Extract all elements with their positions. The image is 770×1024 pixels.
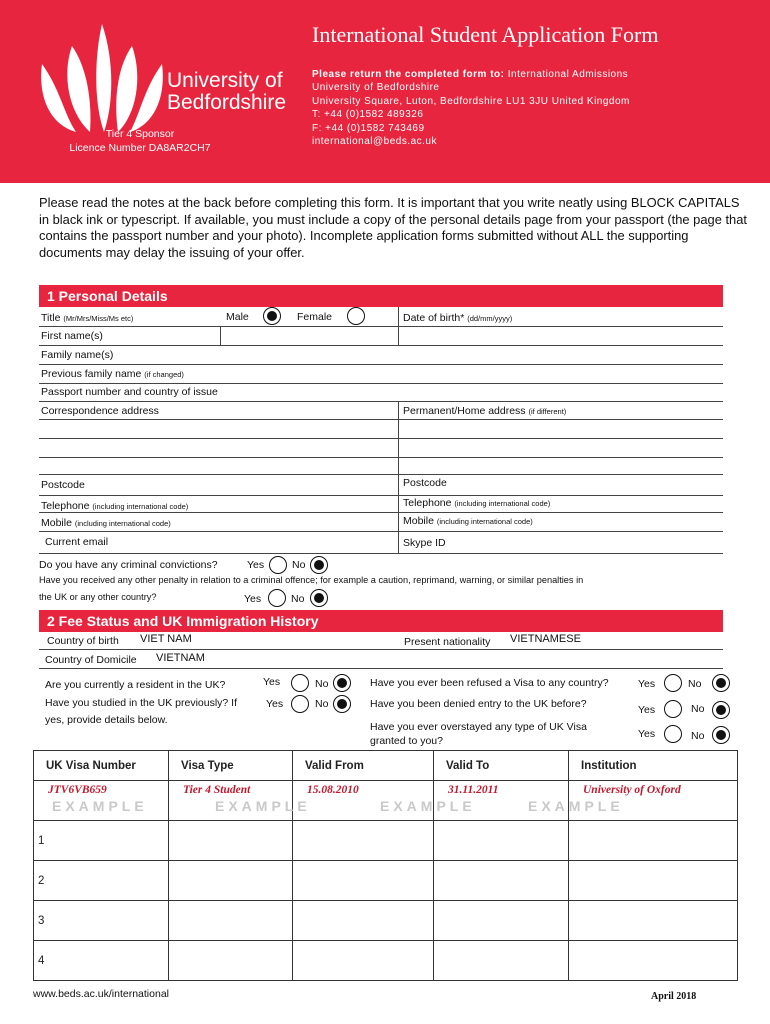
first-names-label: First name(s): [41, 330, 103, 342]
resident-no-label: No: [315, 678, 329, 690]
example-institution: University of Oxford: [569, 781, 738, 821]
denied-yes-label: Yes: [638, 704, 656, 716]
female-label: Female: [297, 311, 333, 323]
footer-url[interactable]: www.beds.ac.uk/international: [33, 988, 169, 1000]
table-cell[interactable]: [293, 861, 434, 901]
column-header: Valid To: [434, 751, 569, 781]
example-valid-to: 31.11.2011: [434, 781, 569, 821]
female-radio[interactable]: [347, 307, 365, 325]
penalty-no-radio[interactable]: [310, 589, 328, 607]
studied-no-radio[interactable]: [333, 695, 351, 713]
visa-history-table: [33, 750, 738, 981]
refused-yes-label: Yes: [638, 678, 656, 690]
table-cell[interactable]: [169, 861, 293, 901]
current-email-label: Current email: [45, 536, 109, 548]
column-header: Valid From: [293, 751, 434, 781]
contact-line: University Square, Luton, Bedfordshire LU1 3JU United Kingdom: [312, 95, 630, 107]
licence-number: Licence Number DA8AR2CH7: [69, 142, 211, 154]
example-watermark: EXAMPLE: [215, 798, 311, 814]
denied-no-radio[interactable]: [712, 701, 730, 719]
convictions-question: Do you have any criminal convictions?: [39, 559, 218, 571]
contact-fax: F: +44 (0)1582 743469: [312, 122, 425, 134]
table-row[interactable]: [34, 901, 738, 941]
previous-family-label: Previous family name (if changed): [41, 368, 184, 380]
studied-question-line-2: yes, provide details below.: [45, 714, 168, 726]
overstayed-question-line-1: Have you ever overstayed any type of UK Visa: [370, 721, 587, 733]
divider: [39, 512, 723, 513]
sponsor-info: [40, 127, 240, 155]
denied-yes-radio[interactable]: [664, 700, 682, 718]
domicile-value[interactable]: VIETNAM: [156, 652, 205, 664]
overstayed-question-line-2: granted to you?: [370, 735, 443, 747]
row-number: 2: [34, 861, 169, 901]
contact-block: [312, 68, 630, 148]
convictions-no-radio[interactable]: [310, 556, 328, 574]
penalty-question-line-2: the UK or any other country?: [39, 592, 157, 602]
permanent-label: Permanent/Home address (if different): [403, 405, 567, 417]
studied-yes-label: Yes: [266, 698, 284, 710]
divider: [39, 649, 723, 650]
footer-date: April 2018: [651, 991, 697, 1002]
family-names-label: Family name(s): [41, 349, 114, 361]
divider: [39, 668, 723, 669]
divider: [39, 419, 723, 420]
domicile-label: Country of Domicile: [45, 654, 137, 666]
divider: [398, 326, 399, 345]
table-cell[interactable]: [169, 821, 293, 861]
table-cell[interactable]: [293, 901, 434, 941]
contact-label: Please return the completed form to:: [312, 69, 505, 80]
contact-line: International Admissions: [507, 69, 629, 80]
resident-question: Are you currently a resident in the UK?: [45, 679, 226, 691]
overstayed-no-radio[interactable]: [712, 726, 730, 744]
divider: [39, 401, 723, 402]
male-radio[interactable]: [263, 307, 281, 325]
divider: [39, 326, 723, 327]
logo-line-1: University of: [167, 69, 283, 92]
column-header: Visa Type: [169, 751, 293, 781]
title-label: Title (Mr/Mrs/Miss/Ms etc): [41, 312, 134, 324]
example-watermark: EXAMPLE: [380, 798, 476, 814]
table-row[interactable]: [34, 821, 738, 861]
correspondence-label: Correspondence address: [41, 405, 159, 417]
country-birth-value[interactable]: VIET NAM: [140, 633, 192, 645]
example-watermark: EXAMPLE: [528, 798, 624, 814]
university-logo-icon: [38, 24, 163, 139]
table-cell[interactable]: [434, 821, 569, 861]
divider: [39, 495, 723, 496]
example-visa-type: Tier 4 Student: [169, 781, 293, 821]
example-valid-from: 15.08.2010: [293, 781, 434, 821]
denied-no-label: No: [691, 703, 705, 715]
divider: [398, 307, 399, 327]
divider: [39, 345, 723, 346]
contact-phone: T: +44 (0)1582 489326: [312, 109, 424, 121]
refused-yes-radio[interactable]: [664, 674, 682, 692]
table-cell[interactable]: [434, 901, 569, 941]
table-row[interactable]: [34, 861, 738, 901]
table-cell[interactable]: [293, 821, 434, 861]
section-1-heading: 1 Personal Details: [39, 285, 723, 307]
denied-question: Have you been denied entry to the UK before?: [370, 698, 587, 710]
table-cell[interactable]: [569, 821, 738, 861]
sponsor-line: Tier 4 Sponsor: [105, 128, 175, 140]
skype-label: Skype ID: [403, 537, 446, 549]
row-number: 4: [34, 941, 169, 981]
passport-label: Passport number and country of issue: [41, 386, 218, 398]
nationality-value[interactable]: VIETNAMESE: [510, 633, 581, 645]
header-banner: [0, 0, 770, 183]
intro-text: Please read the notes at the back before completing this form. It is important that you write neatly using BLOCK CAPITALS in black ink or typescript. If available, you must include a copy of the personal details page from your passport (the page that contains the passport number and your photo). Incomplete application forms submitted without ALL the supporting documents may delay the issuing of your offer.: [39, 195, 747, 260]
table-cell[interactable]: [569, 941, 738, 981]
divider: [39, 438, 723, 439]
studied-no-label: No: [315, 698, 329, 710]
table-cell[interactable]: [569, 901, 738, 941]
male-label: Male: [226, 311, 249, 323]
overstayed-no-label: No: [691, 730, 705, 742]
form-title: International Student Application Form: [312, 22, 659, 47]
country-birth-label: Country of birth: [47, 635, 119, 647]
row-number: 1: [34, 821, 169, 861]
penalty-question-line-1: Have you received any other penalty in relation to a criminal offence; for example a caution, reprimand, warning, or similar penalties in: [39, 575, 584, 585]
resident-no-radio[interactable]: [333, 674, 351, 692]
resident-yes-label: Yes: [263, 676, 281, 688]
table-cell[interactable]: [293, 941, 434, 981]
example-watermark: EXAMPLE: [52, 798, 148, 814]
penalty-no-label: No: [291, 593, 305, 605]
refused-no-radio[interactable]: [712, 674, 730, 692]
logo-line-2: Bedfordshire: [167, 91, 287, 114]
postcode-right-label: Postcode: [403, 477, 447, 489]
contact-line: University of Bedfordshire: [312, 82, 440, 94]
contact-email: international@beds.ac.uk: [312, 136, 437, 148]
overstayed-yes-label: Yes: [638, 728, 656, 740]
postcode-left-label: Postcode: [41, 479, 85, 491]
divider: [39, 531, 723, 532]
column-header: Institution: [569, 751, 738, 781]
overstayed-yes-radio[interactable]: [664, 725, 682, 743]
divider: [39, 457, 723, 458]
studied-yes-radio[interactable]: [291, 695, 309, 713]
table-cell[interactable]: [169, 901, 293, 941]
university-name: [167, 70, 286, 114]
section-2-heading: 2 Fee Status and UK Immigration History: [39, 610, 723, 632]
refused-no-label: No: [688, 678, 702, 690]
table-cell[interactable]: [169, 941, 293, 981]
convictions-yes-radio[interactable]: [269, 556, 287, 574]
example-visa-number: JTV6VB659: [34, 781, 169, 821]
table-cell[interactable]: [569, 861, 738, 901]
row-number: 3: [34, 901, 169, 941]
convictions-yes-label: Yes: [247, 559, 265, 571]
penalty-yes-radio[interactable]: [268, 589, 286, 607]
telephone-left-label: Telephone (including international code): [41, 500, 189, 512]
table-row[interactable]: [34, 941, 738, 981]
dob-label: Date of birth* (dd/mm/yyyy): [403, 312, 513, 324]
column-header: UK Visa Number: [34, 751, 169, 781]
mobile-right-label: Mobile (including international code): [403, 515, 533, 527]
nationality-label: Present nationality: [404, 636, 491, 648]
resident-yes-radio[interactable]: [291, 674, 309, 692]
divider: [39, 474, 723, 475]
divider: [39, 383, 723, 384]
telephone-right-label: Telephone (including international code): [403, 497, 551, 509]
table-cell[interactable]: [434, 861, 569, 901]
refused-question: Have you ever been refused a Visa to any country?: [370, 677, 609, 689]
divider: [39, 364, 723, 365]
divider: [39, 553, 723, 554]
convictions-no-label: No: [292, 559, 306, 571]
table-header-row: [34, 751, 738, 781]
divider: [220, 326, 221, 345]
table-cell[interactable]: [434, 941, 569, 981]
mobile-left-label: Mobile (including international code): [41, 517, 171, 529]
penalty-yes-label: Yes: [244, 593, 262, 605]
studied-question-line-1: Have you studied in the UK previously? If: [45, 697, 238, 709]
